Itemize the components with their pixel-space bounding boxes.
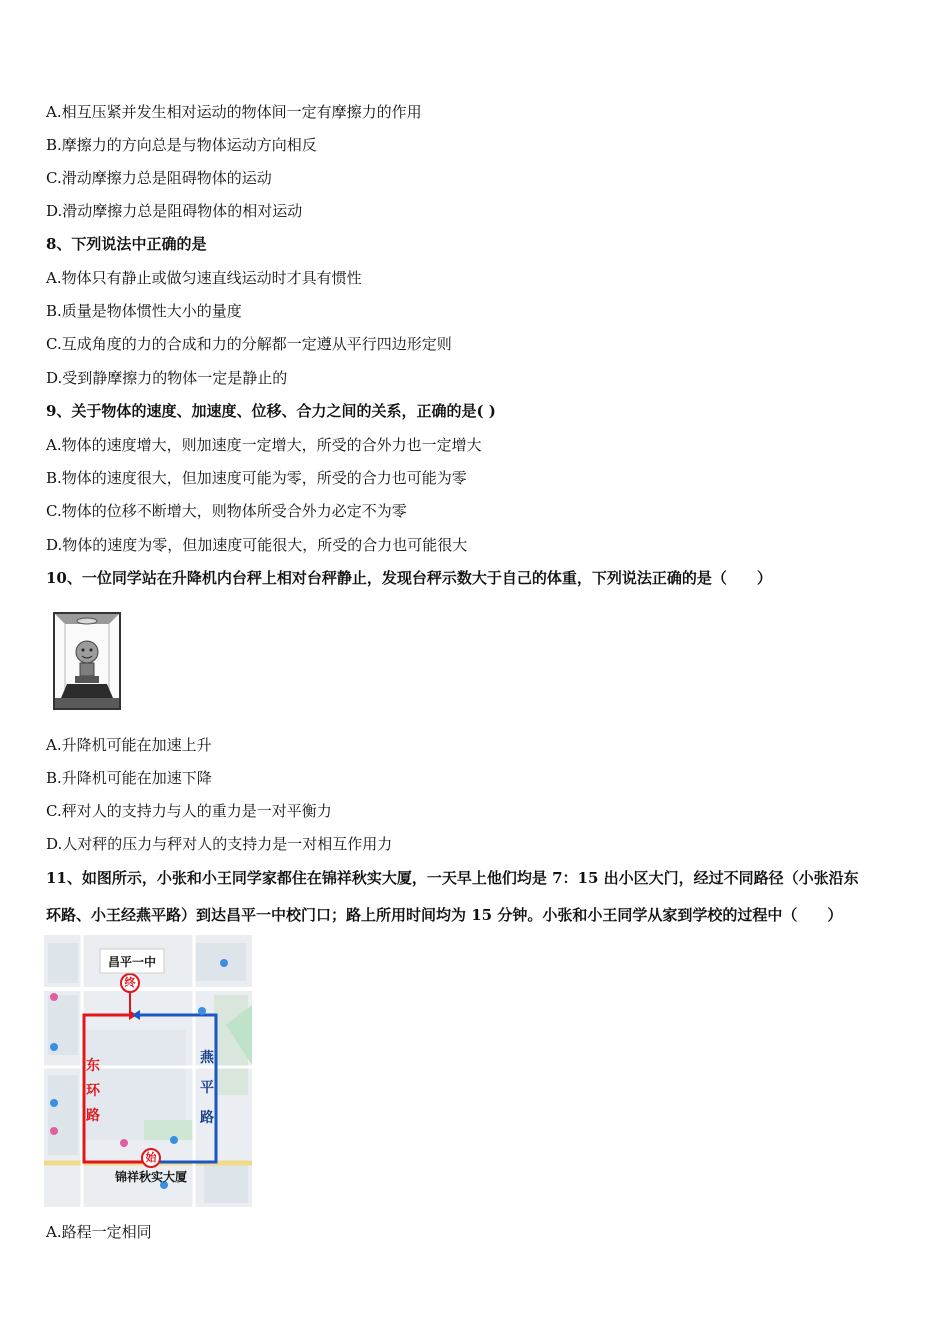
option-9d: D.物体的速度为零，但加速度可能很大，所受的合力也可能很大 [46, 536, 468, 554]
question-9: 9、关于物体的速度、加速度、位移、合力之间的关系，正确的是( ) [46, 402, 496, 420]
map-east-ring-char-1: 东 [86, 1058, 100, 1074]
option-10a: A.升降机可能在加速上升 [46, 736, 212, 754]
option-9b: B.物体的速度很大，但加速度可能为零，所受的合力也可能为零 [46, 469, 467, 487]
option-10c: C.秤对人的支持力与人的重力是一对平衡力 [46, 802, 332, 820]
option-8c: C.互成角度的力的合成和力的分解都一定遵从平行四边形定则 [46, 335, 452, 353]
map-yanping-char-1: 燕 [200, 1050, 214, 1066]
map-start-marker: 始 [145, 1151, 157, 1164]
map-school-label: 昌平一中 [107, 955, 156, 969]
question-8: 8、下列说法中正确的是 [46, 235, 207, 253]
route-map-drawing [44, 935, 252, 1207]
map-east-ring-char-3: 路 [86, 1108, 100, 1124]
option-7c: C.滑动摩擦力总是阻碍物体的运动 [46, 169, 272, 187]
option-9c: C.物体的位移不断增大，则物体所受合外力必定不为零 [46, 502, 407, 520]
map-yanping-char-3: 路 [200, 1110, 214, 1126]
question-11-line-1: 11、如图所示，小张和小王同学家都住在锦祥秋实大厦，一天早上他们均是 7：15 出小区大门，经过不同路径（小张沿东 [46, 869, 859, 887]
map-yanping-char-2: 平 [200, 1080, 214, 1096]
elevator-scale-figure [53, 612, 121, 710]
map-east-ring-char-2: 环 [86, 1083, 100, 1099]
map-end-marker: 终 [124, 976, 136, 989]
question-11-line-2: 环路、小王经燕平路）到达昌平一中校门口；路上所用时间均为 15 分钟。小张和小王同学从家到学校的过程中（ ） [46, 906, 843, 924]
option-9a: A.物体的速度增大，则加速度一定增大，所受的合外力也一定增大 [46, 436, 482, 454]
option-11a: A.路程一定相同 [46, 1223, 152, 1241]
option-8d: D.受到静摩擦力的物体一定是静止的 [46, 369, 288, 387]
option-7d: D.滑动摩擦力总是阻碍物体的相对运动 [46, 202, 303, 220]
option-10b: B.升降机可能在加速下降 [46, 769, 212, 787]
option-7a: A.相互压紧并发生相对运动的物体间一定有摩擦力的作用 [46, 103, 422, 121]
option-7b: B.摩擦力的方向总是与物体运动方向相反 [46, 136, 317, 154]
option-8b: B.质量是物体惯性大小的量度 [46, 302, 242, 320]
option-10d: D.人对秤的压力与秤对人的支持力是一对相互作用力 [46, 835, 393, 853]
route-map-figure [44, 935, 252, 1207]
map-home-label: 锦祥秋实大厦 [114, 1170, 187, 1184]
option-8a: A.物体只有静止或做匀速直线运动时才具有惯性 [46, 269, 362, 287]
question-10: 10、一位同学站在升降机内台秤上相对台秤静止，发现台秤示数大于自己的体重，下列说法正确的是（ ） [46, 569, 772, 587]
